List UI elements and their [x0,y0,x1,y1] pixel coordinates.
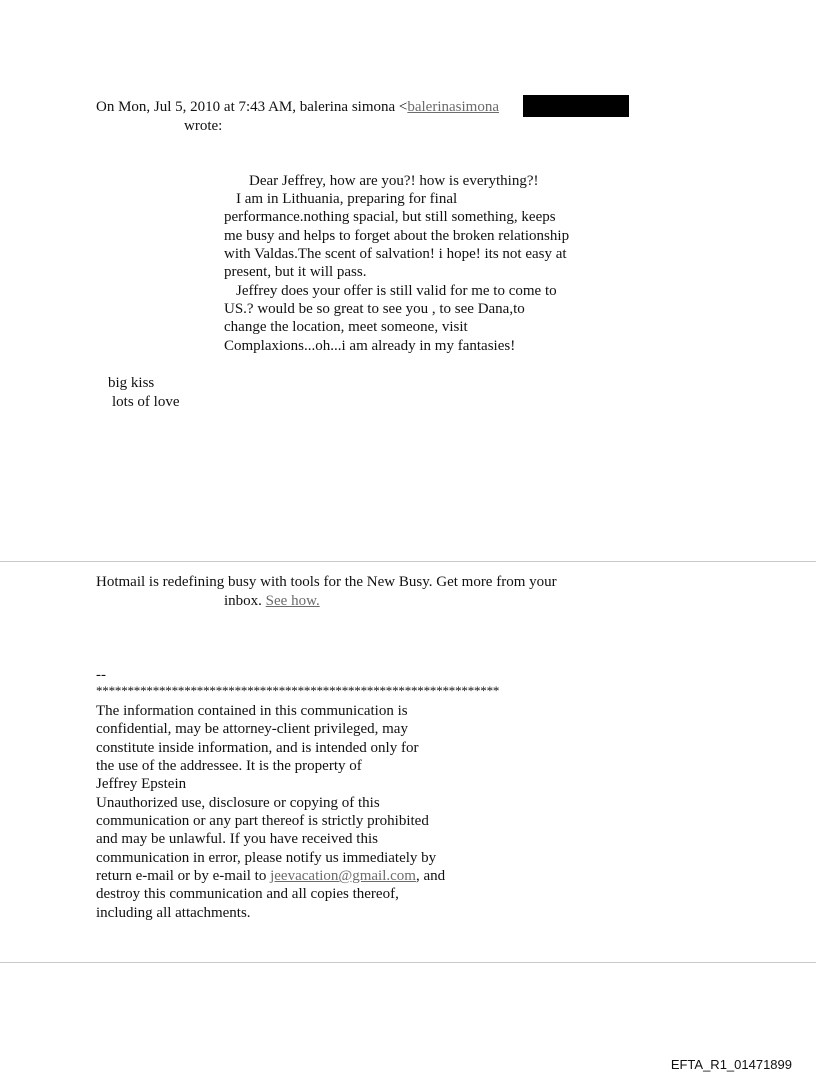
asterisk-separator: **************************************************************** [96,683,500,698]
message-line: Complaxions...oh...i am already in my fantasies! [224,338,516,354]
message-line: Dear Jeffrey, how are you?! how is everything?! [249,173,539,189]
disclaimer-email-line [96,867,445,885]
hotmail-ad-line2 [224,592,320,610]
disclaimer-line: the use of the addressee. It is the property of [96,758,362,774]
document-id: EFTA_R1_01471899 [670,1057,792,1072]
signature-dashes: -- [96,667,106,683]
hotmail-ad-line: Hotmail is redefining busy with tools for the New Busy. Get more from your [96,574,557,590]
redaction-box [523,95,629,117]
signoff-line: big kiss [108,375,155,391]
message-line: present, but it will pass. [224,264,367,280]
disclaimer-line: Jeffrey Epstein [96,776,187,792]
message-line: with Valdas.The scent of salvation! i hope! its not easy at [224,246,567,262]
disclaimer-line: The information contained in this communication is [96,703,408,719]
disclaimer-line: destroy this communication and all copies thereof, [96,886,399,902]
message-line: performance.nothing spacial, but still something, keeps [224,209,556,225]
contact-email-link[interactable]: jeevacation@gmail.com [270,868,416,884]
disclaimer-email-prefix: return e-mail or by e-mail to [96,868,271,884]
disclaimer-line: constitute inside information, and is intended only for [96,740,419,756]
message-line: I am in Lithuania, preparing for final [236,191,458,207]
hotmail-ad-prefix: inbox. [224,593,266,609]
disclaimer-line: Unauthorized use, disclosure or copying of this [96,795,380,811]
disclaimer-email-suffix: , and [415,868,446,884]
disclaimer-line: confidential, may be attorney-client privileged, may [96,721,408,737]
disclaimer-line: including all attachments. [96,905,251,921]
header-wrote: wrote: [184,118,223,134]
header-prefix: On Mon, Jul 5, 2010 at 7:43 AM, balerina simona < [96,99,408,115]
see-how-link[interactable]: See how. [265,593,320,609]
message-line: Jeffrey does your offer is still valid for me to come to [236,283,557,299]
message-line: US.? would be so great to see you , to see Dana,to [224,301,525,317]
message-line: me busy and helps to forget about the broken relationship [224,228,570,244]
sender-email-link[interactable]: balerinasimona [407,99,499,115]
divider-line [0,561,816,562]
message-line: change the location, meet someone, visit [224,319,468,335]
disclaimer-line: and may be unlawful. If you have received this [96,831,378,847]
disclaimer-line: communication or any part thereof is strictly prohibited [96,813,429,829]
email-header-line [96,98,499,116]
divider-line [0,962,816,963]
signoff-line: lots of love [112,394,180,410]
disclaimer-line: communication in error, please notify us immediately by [96,850,437,866]
